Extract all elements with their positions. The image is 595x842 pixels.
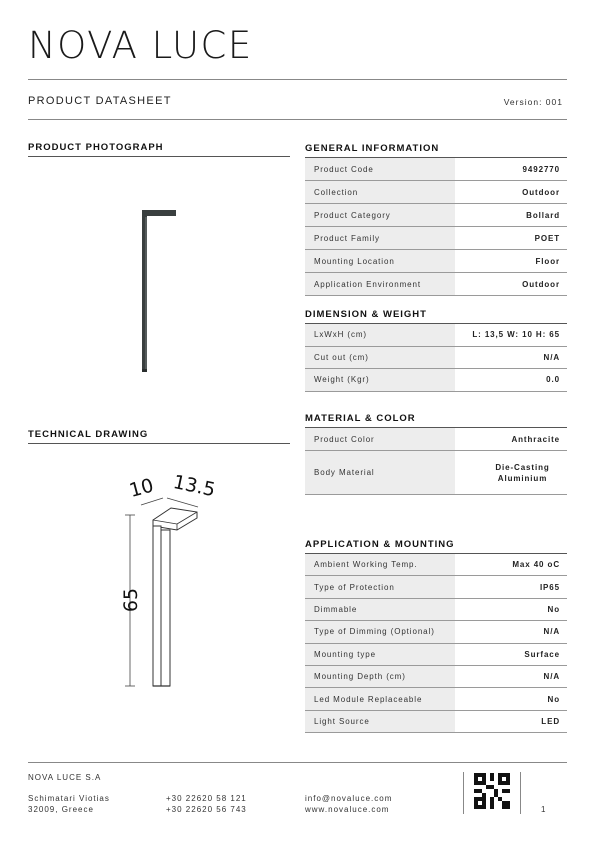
row-value: L: 13,5 W: 10 H: 65 [472, 330, 560, 340]
website-link[interactable]: www.novaluce.com [305, 805, 390, 814]
row-label: LxWxH (cm) [305, 324, 455, 346]
row-value: No [547, 694, 560, 704]
table-row [305, 644, 567, 666]
row-value: Outdoor [522, 279, 560, 289]
height-dimension-label: 65 [120, 587, 142, 613]
row-label: Mounting Depth (cm) [305, 666, 455, 687]
table-row [305, 204, 567, 227]
table-row [305, 688, 567, 710]
section-title-dimension: DIMENSION & WEIGHT [305, 309, 427, 320]
table-row [305, 576, 567, 598]
row-label: Body Material [305, 451, 455, 494]
row-value: 0.0 [546, 375, 560, 385]
width-dimension-label: 10 [126, 474, 156, 502]
section-divider [28, 156, 290, 157]
row-label: Product Family [305, 227, 455, 249]
table-row [305, 666, 567, 688]
section-title-photo: PRODUCT PHOTOGRAPH [28, 142, 164, 153]
page-number: 1 [541, 805, 547, 814]
table-row [305, 711, 567, 733]
section-divider [28, 443, 290, 444]
section-title-material: MATERIAL & COLOR [305, 413, 416, 424]
table-row [305, 554, 567, 576]
row-label: Mounting Location [305, 250, 455, 272]
row-value: Outdoor [522, 187, 560, 197]
address-line-2: 32009, Greece [28, 805, 94, 814]
row-value: Max 40 oC [512, 560, 560, 570]
row-label: Collection [305, 181, 455, 203]
table-row [305, 347, 567, 370]
row-label: Mounting type [305, 644, 455, 665]
row-label: Led Module Replaceable [305, 688, 455, 709]
row-label: Application Environment [305, 273, 455, 295]
row-label: Weight (Kgr) [305, 369, 455, 391]
row-label: Light Source [305, 711, 455, 732]
product-photo [130, 205, 180, 375]
dimension-table [305, 324, 567, 392]
row-value: Anthracite [511, 434, 560, 444]
row-value: 9492770 [522, 164, 560, 174]
row-label: Dimmable [305, 599, 455, 620]
footer-divider-vertical [463, 772, 464, 814]
row-value: No [547, 604, 560, 614]
table-row [305, 428, 567, 451]
row-label: Product Code [305, 158, 455, 180]
version-label: Version: 001 [503, 97, 563, 107]
row-label: Product Category [305, 204, 455, 226]
row-value [455, 451, 567, 494]
table-row [305, 369, 567, 392]
section-title-application: APPLICATION & MOUNTING [305, 539, 455, 550]
row-label: Ambient Working Temp. [305, 554, 455, 575]
application-table [305, 554, 567, 733]
brand-logo: NOVA LUCE [28, 24, 253, 67]
row-value: Surface [524, 649, 560, 659]
general-info-table [305, 158, 567, 296]
table-row [305, 621, 567, 643]
header-divider [28, 79, 567, 80]
row-value: Bollard [526, 210, 560, 220]
document-title: PRODUCT DATASHEET [28, 95, 172, 107]
row-value: Floor [535, 256, 560, 266]
table-row [305, 227, 567, 250]
phone-2: +30 22620 56 743 [166, 805, 247, 814]
table-row [305, 273, 567, 296]
table-row [305, 324, 567, 347]
section-title-drawing: TECHNICAL DRAWING [28, 429, 149, 440]
row-value: N/A [543, 352, 560, 362]
email-link[interactable]: info@novaluce.com [305, 794, 393, 803]
row-value: LED [541, 716, 560, 726]
length-dimension-label: 13.5 [171, 470, 218, 502]
technical-drawing [105, 470, 235, 700]
phone-1: +30 22620 58 121 [166, 794, 247, 803]
row-value: IP65 [539, 582, 560, 592]
qr-code-icon[interactable] [474, 773, 510, 809]
row-value-line: Die-Casting [495, 462, 550, 472]
header-divider-bottom [28, 119, 567, 120]
row-label: Product Color [305, 428, 455, 450]
table-row [305, 181, 567, 204]
table-row [305, 451, 567, 495]
table-row [305, 599, 567, 621]
row-label: Type of Protection [305, 576, 455, 597]
row-value: N/A [543, 672, 560, 682]
row-label: Cut out (cm) [305, 347, 455, 369]
footer-divider-vertical [520, 772, 521, 814]
company-name: NOVA LUCE S.A [28, 773, 102, 782]
material-table [305, 428, 567, 495]
table-row [305, 158, 567, 181]
row-value: N/A [543, 627, 560, 637]
row-value-line: Aluminium [497, 473, 548, 483]
table-row [305, 250, 567, 273]
section-title-general: GENERAL INFORMATION [305, 143, 440, 154]
row-value: POET [534, 233, 560, 243]
footer-divider [28, 762, 567, 763]
address-line-1: Schimatari Viotias [28, 794, 110, 803]
row-label: Type of Dimming (Optional) [305, 621, 455, 642]
